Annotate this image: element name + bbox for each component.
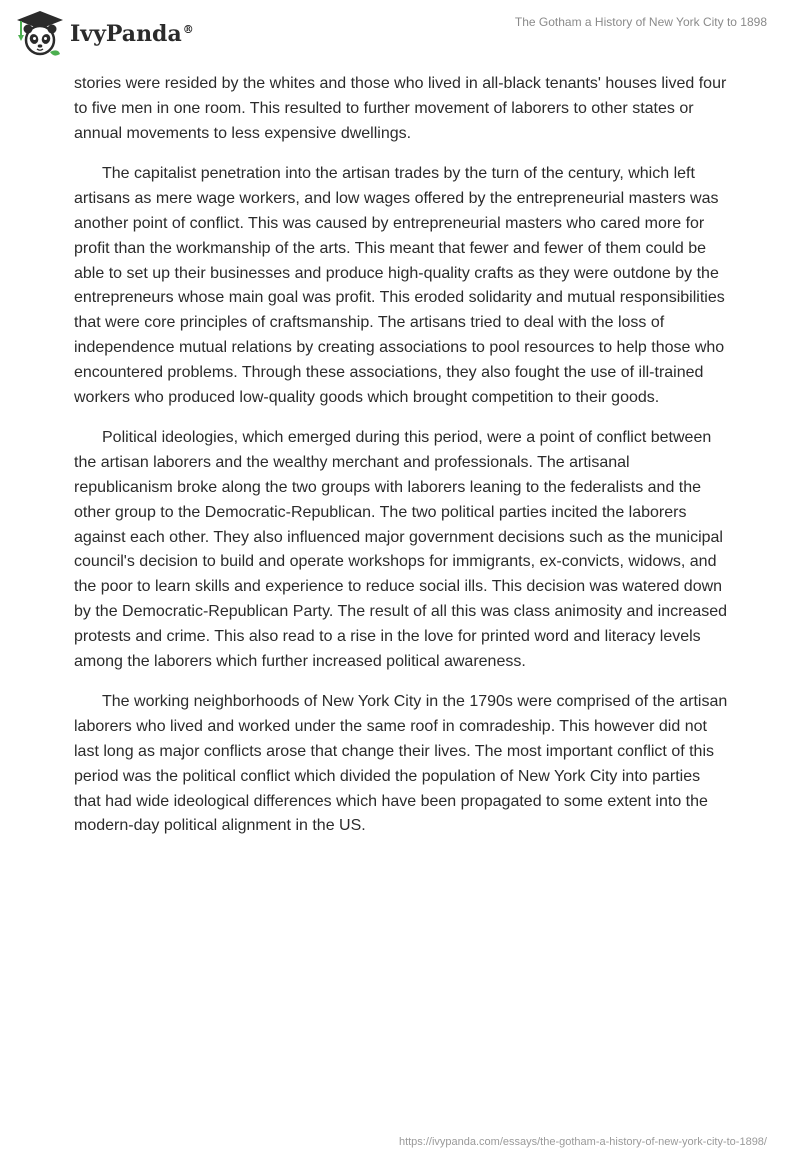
document-title: The Gotham a History of New York City to 1898 xyxy=(514,15,767,29)
source-url[interactable]: https://ivypanda.com/essays/the-gotham-a-history-of-new-york-city-to-1898/ xyxy=(398,1136,767,1148)
paragraph: Political ideologies, which emerged during this period, were a point of conflict between the artisan laborers and the wealthy merchant and professionals. The artisanal republicanism broke along the two groups with laborers leaning to the federalists and the other group to the Democratic-Republican. The two political parties incited the laborers against each other. They also influenced major government decisions such as the municipal council's decision to build and operate workshops for immigrants, ex-convicts, widows, and the poor to learn skills and experience to reduce social ills. This decision was watered down by the Democratic-Republican Party. The result of all this was class animosity and increased protests and crime. This also read to a rise in the love for printed word and literacy levels among the laborers which further increased political awareness. xyxy=(74,429,728,670)
paragraph: The working neighborhoods of New York City in the 1790s were comprised of the artisan laborers who lived and worked under the same roof in comradeship. This however did not last long as major conflicts arose that change their lives. The most important conflict of this period was the political conflict which divided the population of New York City into parties that had wide ideological differences which have been propagated to some extent into the modern-day political alignment in the US. xyxy=(74,693,728,835)
brand-name-text: IvyPanda xyxy=(70,21,182,47)
ivypanda-logo[interactable] xyxy=(14,8,194,60)
brand-name xyxy=(70,21,194,47)
essay-body xyxy=(74,72,730,855)
panda-graduation-cap-icon xyxy=(14,8,66,60)
page-header xyxy=(0,0,800,70)
paragraph: The capitalist penetration into the artisan trades by the turn of the century, which left artisans as mere wage workers, and low wages offered by the entrepreneurial masters was another point of conflict. This was caused by entrepreneurial masters who cared more for profit than the workmanship of the arts. This meant that fewer and fewer of them could be able to set up their businesses and produce high-quality crafts as they were outdone by the entrepreneurs whose main goal was profit. This eroded solidarity and mutual responsibilities that were core principles of craftsmanship. The artisans tried to deal with the loss of independence mutual relations by creating associations to pool resources to help those who encountered problems. Through these associations, they also fought the use of ill-trained workers who produced low-quality goods which brought competition to their goods. xyxy=(74,165,725,406)
registered-mark: ® xyxy=(182,22,194,36)
paragraph-continuation: stories were resided by the whites and those who lived in all-black tenants' houses lived four to five men in one room. This resulted to further movement of laborers to other states or annual movements to less expensive dwellings. xyxy=(74,75,727,142)
